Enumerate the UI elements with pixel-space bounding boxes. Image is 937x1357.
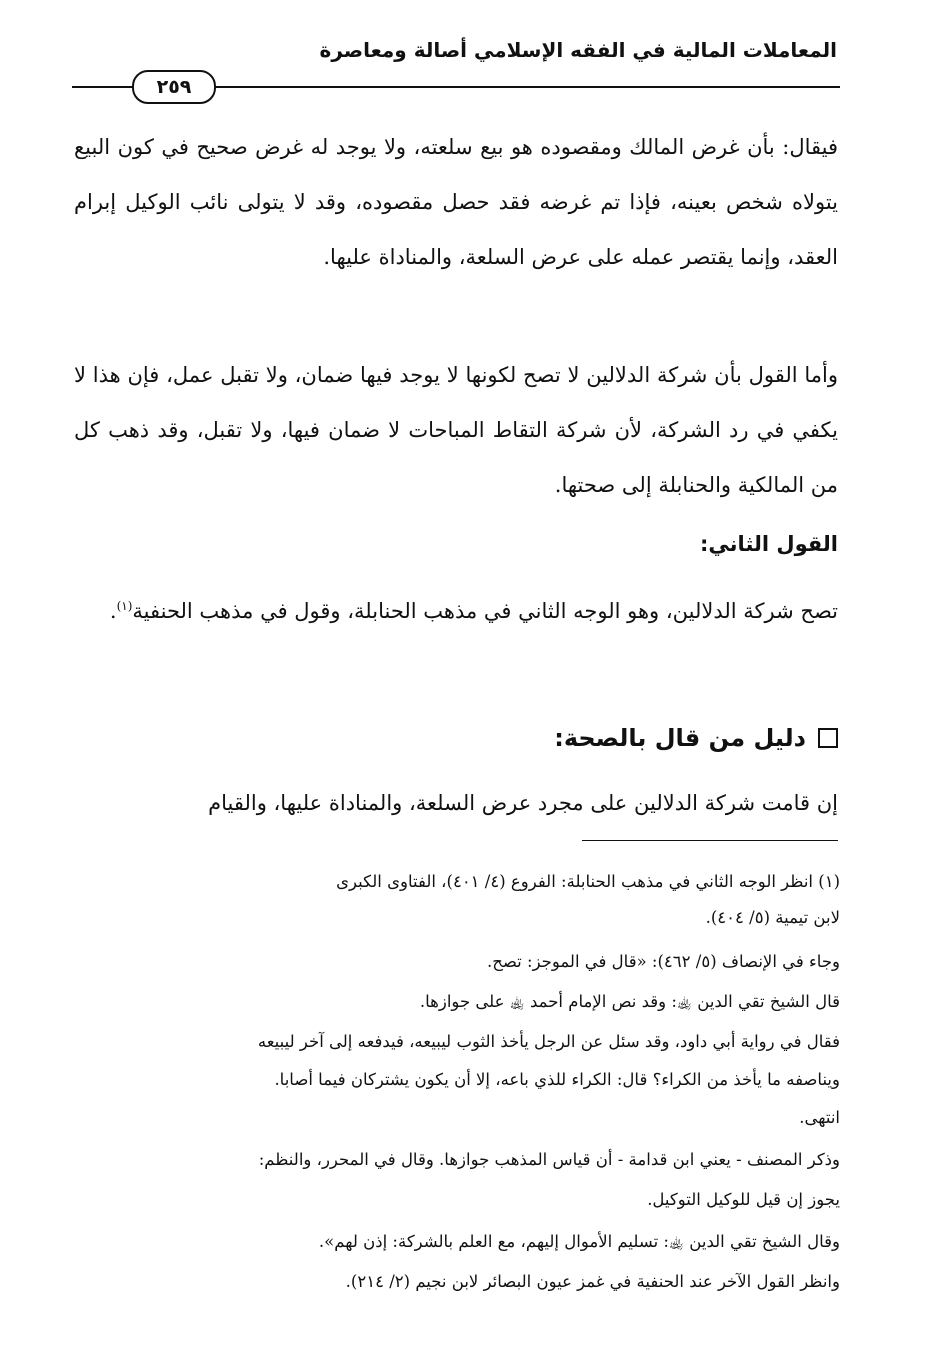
section-heading xyxy=(74,716,838,760)
footnote-line-1: (١) انظر الوجه الثاني في مذهب الحنابلة: الفروع (٤/ ٤٠١)، الفتاوى الكبرى xyxy=(336,872,840,891)
paragraph-2: وأما القول بأن شركة الدلالين لا تصح لكونها لا يوجد فيها ضمان، ولا تقبل عمل، فإن هذا لا يكفي في رد الشركة، لأن شركة التقاط المباحات لا ضمان فيها، ولا تقبل، وقد ذهب كل من المالكية والحنابلة إلى صحتها. xyxy=(74,363,838,497)
paragraph-3 xyxy=(74,584,838,639)
footnote-line-10: وقال الشيخ تقي الدين ﵀: تسليم الأموال إليهم، مع العلم بالشركة: إذن لهم». xyxy=(318,1232,840,1251)
paragraph-4: إن قامت شركة الدلالين على مجرد عرض السلعة، والمناداة عليها، والقيام xyxy=(208,791,838,815)
footnote-line-9: يجوز إن قيل للوكيل التوكيل. xyxy=(647,1190,840,1209)
page-number: ٢٥٩ xyxy=(132,70,216,104)
footnote-line-8: وذكر المصنف - يعني ابن قدامة - أن قياس المذهب جوازها. وقال في المحرر، والنظم: xyxy=(258,1150,840,1169)
section-heading-text: دليل من قال بالصحة: xyxy=(554,724,806,752)
footnote-line-11: وانظر القول الآخر عند الحنفية في غمز عيون البصائر لابن نجيم (٢/ ٢١٤). xyxy=(345,1272,840,1291)
footnote-line-5: فقال في رواية أبي داود، وقد سئل عن الرجل يأخذ الثوب ليبيعه، فيدفعه إلى آخر ليبيعه xyxy=(257,1032,840,1051)
running-title: المعاملات المالية في الفقه الإسلامي أصالة ومعاصرة xyxy=(319,38,837,62)
paragraph-3-end: . xyxy=(109,599,117,623)
footnote-line-4: قال الشيخ تقي الدين ﵀: وقد نص الإمام أحمد ﵀ على جوازها. xyxy=(419,992,840,1011)
paragraph-3-text: تصح شركة الدلالين، وهو الوجه الثاني في مذهب الحنابلة، وقول في مذهب الحنفية xyxy=(132,599,838,623)
footnote-line-2: لابن تيمية (٥/ ٤٠٤). xyxy=(705,908,840,927)
subheading-second-opinion: القول الثاني: xyxy=(700,532,838,556)
footnote-line-3: وجاء في الإنصاف (٥/ ٤٦٢): «قال في الموجز: تصح. xyxy=(486,952,840,971)
footnote-ref-1[interactable]: (١) xyxy=(116,599,133,613)
footnote-separator xyxy=(582,840,838,841)
footnote-line-7: انتهى. xyxy=(799,1108,840,1127)
checkbox-square-icon xyxy=(818,728,838,748)
footnote-line-6: ويناصفه ما يأخذ من الكراء؟ قال: الكراء للذي باعه، إلا أن يكون يشتركان فيما أصابا. xyxy=(274,1070,840,1089)
paragraph-1: فيقال: بأن غرض المالك ومقصوده هو بيع سلعته، ولا يوجد له غرض صحيح في كون البيع يتولاه شخص بعينه، فإذا تم غرضه فقد حصل مقصوده، وقد لا يتولى نائب الوكيل إبرام العقد، وإنما يقتصر عمله على عرض السلعة، والمناداة عليها. xyxy=(74,135,838,269)
